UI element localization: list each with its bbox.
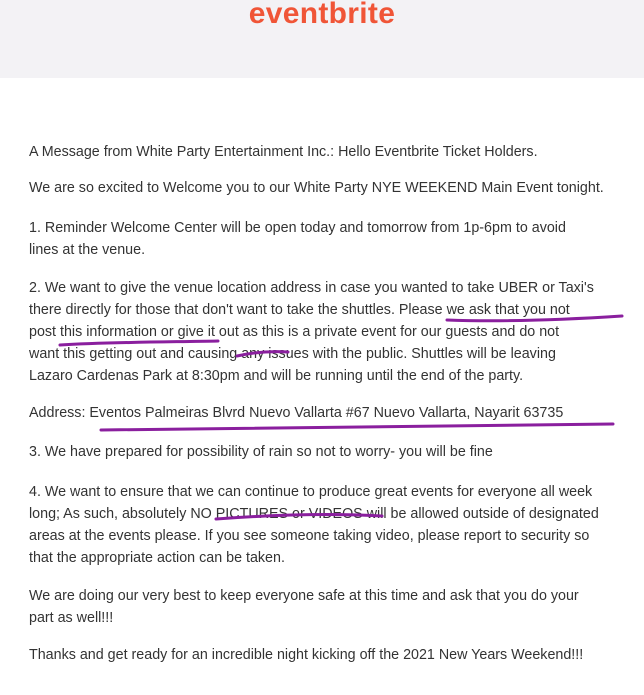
address-line: Address: Eventos Palmeiras Blvrd Nuevo Vallarta #67 Nuevo Vallarta, Nayarit 63735	[29, 405, 564, 421]
paragraph-2-line: Lazaro Cardenas Park at 8:30pm and will be running until the end of the party.	[29, 368, 524, 384]
closing-line: We are doing our very best to keep everyone safe at this time and ask that you do your	[29, 588, 579, 604]
intro-line: A Message from White Party Entertainment Inc.: Hello Eventbrite Ticket Holders.	[29, 144, 538, 160]
paragraph-1-line: 1. Reminder Welcome Center will be open today and tomorrow from 1p-6pm to avoid	[29, 220, 566, 236]
paragraph-2-line: there directly for those that don't want to take the shuttles. Please we ask that you not	[29, 302, 570, 318]
closing-line: part as well!!!	[29, 610, 114, 626]
paragraph-3-line: 3. We have prepared for possibility of rain so not to worry- you will be fine	[29, 444, 493, 460]
paragraph-1-line: lines at the venue.	[29, 242, 146, 258]
paragraph-2-line: post this information or give it out as this is a private event for our guests and do not	[29, 324, 560, 340]
paragraph-4-line: 4. We want to ensure that we can continue to produce great events for everyone all week	[29, 484, 593, 500]
welcome-line: We are so excited to Welcome you to our White Party NYE WEEKEND Main Event tonight.	[29, 180, 604, 196]
paragraph-4-line: that the appropriate action can be taken.	[29, 550, 285, 566]
underline-mark-address	[101, 424, 613, 430]
paragraph-2-line: want this getting out and causing any issues with the public. Shuttles will be leaving	[29, 346, 556, 362]
eventbrite-logo: eventbrite	[248, 0, 396, 30]
paragraph-2-line: 2. We want to give the venue location address in case you wanted to take UBER or Taxi's	[29, 280, 594, 296]
email-header	[0, 0, 644, 78]
paragraph-4-line: long; As such, absolutely NO PICTURES or VIDEOS will be allowed outside of designated	[29, 506, 599, 522]
thanks-line: Thanks and get ready for an incredible night kicking off the 2021 New Years Weekend!!!	[29, 647, 584, 663]
paragraph-4-line: areas at the events please. If you see someone taking video, please report to security so	[29, 528, 590, 544]
